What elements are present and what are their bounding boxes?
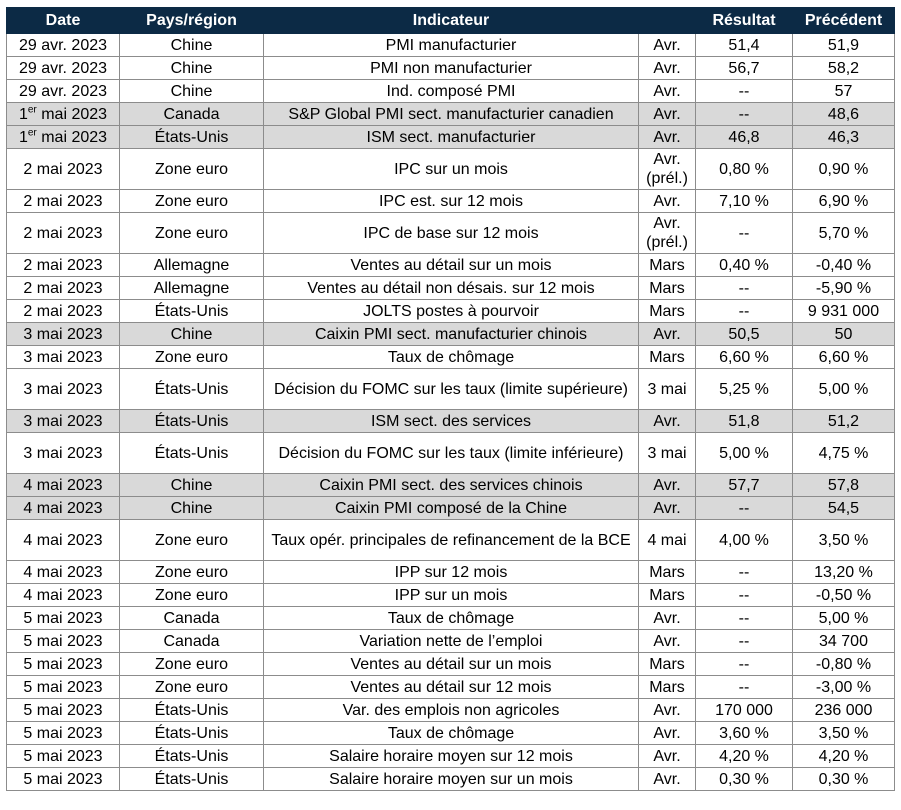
cell-date: 4 mai 2023 xyxy=(7,561,120,584)
cell-period: Avr. xyxy=(639,410,696,433)
cell-result: 51,4 xyxy=(696,34,793,57)
cell-country: Canada xyxy=(120,103,264,126)
table-row xyxy=(7,584,895,607)
cell-indicator: ISM sect. des services xyxy=(264,410,639,433)
cell-period: Avr. xyxy=(639,34,696,57)
cell-period: Mars xyxy=(639,254,696,277)
cell-date: 2 mai 2023 xyxy=(7,277,120,300)
cell-previous: 51,2 xyxy=(793,410,895,433)
cell-indicator: JOLTS postes à pourvoir xyxy=(264,300,639,323)
cell-period: Avr. xyxy=(639,126,696,149)
cell-indicator: PMI non manufacturier xyxy=(264,57,639,80)
cell-result: 6,60 % xyxy=(696,346,793,369)
cell-date: 4 mai 2023 xyxy=(7,584,120,607)
cell-date: 3 mai 2023 xyxy=(7,346,120,369)
table-row xyxy=(7,80,895,103)
table-row xyxy=(7,410,895,433)
cell-result: -- xyxy=(696,653,793,676)
table-row xyxy=(7,34,895,57)
cell-country: Zone euro xyxy=(120,653,264,676)
cell-date: 4 mai 2023 xyxy=(7,474,120,497)
table-row xyxy=(7,433,895,474)
cell-date: 3 mai 2023 xyxy=(7,410,120,433)
cell-country: Chine xyxy=(120,474,264,497)
cell-previous: 57 xyxy=(793,80,895,103)
cell-date: 3 mai 2023 xyxy=(7,323,120,346)
cell-previous: -0,40 % xyxy=(793,254,895,277)
cell-result: -- xyxy=(696,80,793,103)
table-row xyxy=(7,474,895,497)
cell-previous: 54,5 xyxy=(793,497,895,520)
table-row xyxy=(7,323,895,346)
cell-period: Mars xyxy=(639,653,696,676)
cell-date: 29 avr. 2023 xyxy=(7,80,120,103)
cell-country: Chine xyxy=(120,34,264,57)
cell-country: Zone euro xyxy=(120,584,264,607)
table-row xyxy=(7,561,895,584)
cell-previous: 6,60 % xyxy=(793,346,895,369)
cell-indicator: Ventes au détail non désais. sur 12 mois xyxy=(264,277,639,300)
cell-date: 29 avr. 2023 xyxy=(7,34,120,57)
cell-date: 2 mai 2023 xyxy=(7,300,120,323)
cell-previous: 4,20 % xyxy=(793,745,895,768)
table-row xyxy=(7,768,895,791)
cell-country: Chine xyxy=(120,497,264,520)
cell-indicator: Caixin PMI composé de la Chine xyxy=(264,497,639,520)
cell-result: -- xyxy=(696,497,793,520)
table-row xyxy=(7,254,895,277)
table-row xyxy=(7,277,895,300)
cell-indicator: Caixin PMI sect. manufacturier chinois xyxy=(264,323,639,346)
cell-date: 4 mai 2023 xyxy=(7,520,120,561)
cell-country: Zone euro xyxy=(120,561,264,584)
table-row xyxy=(7,57,895,80)
cell-date: 5 mai 2023 xyxy=(7,607,120,630)
cell-indicator: Taux opér. principales de refinancement de la BCE xyxy=(264,520,639,561)
cell-period: Mars xyxy=(639,277,696,300)
cell-date: 4 mai 2023 xyxy=(7,497,120,520)
cell-indicator: Var. des emplois non agricoles xyxy=(264,699,639,722)
cell-previous: 50 xyxy=(793,323,895,346)
economic-calendar-table xyxy=(6,7,895,791)
cell-result: 4,00 % xyxy=(696,520,793,561)
cell-period: Avr. xyxy=(639,474,696,497)
cell-country: Zone euro xyxy=(120,346,264,369)
cell-previous: 51,9 xyxy=(793,34,895,57)
cell-date: 5 mai 2023 xyxy=(7,653,120,676)
cell-date: 3 mai 2023 xyxy=(7,369,120,410)
table-row xyxy=(7,520,895,561)
cell-country: États-Unis xyxy=(120,126,264,149)
cell-period: Avr. xyxy=(639,497,696,520)
cell-previous: 57,8 xyxy=(793,474,895,497)
cell-previous: 3,50 % xyxy=(793,520,895,561)
cell-indicator: S&P Global PMI sect. manufacturier canadien xyxy=(264,103,639,126)
header-result: Résultat xyxy=(696,8,793,34)
cell-country: États-Unis xyxy=(120,699,264,722)
header-country: Pays/région xyxy=(120,8,264,34)
cell-result: 0,30 % xyxy=(696,768,793,791)
cell-indicator: IPP sur 12 mois xyxy=(264,561,639,584)
cell-period: Avr. xyxy=(639,190,696,213)
cell-date: 1er mai 2023 xyxy=(7,103,120,126)
cell-indicator: Taux de chômage xyxy=(264,722,639,745)
cell-country: Zone euro xyxy=(120,676,264,699)
cell-previous: 9 931 000 xyxy=(793,300,895,323)
cell-previous: -3,00 % xyxy=(793,676,895,699)
table-row xyxy=(7,300,895,323)
cell-date: 2 mai 2023 xyxy=(7,213,120,254)
cell-previous: -0,50 % xyxy=(793,584,895,607)
table-row xyxy=(7,630,895,653)
cell-period: 3 mai xyxy=(639,369,696,410)
cell-result: 170 000 xyxy=(696,699,793,722)
cell-indicator: Ventes au détail sur un mois xyxy=(264,653,639,676)
table-row xyxy=(7,497,895,520)
cell-indicator: ISM sect. manufacturier xyxy=(264,126,639,149)
cell-indicator: Taux de chômage xyxy=(264,607,639,630)
cell-result: 7,10 % xyxy=(696,190,793,213)
header-previous: Précédent xyxy=(793,8,895,34)
cell-indicator: IPC sur un mois xyxy=(264,149,639,190)
cell-result: 5,00 % xyxy=(696,433,793,474)
cell-date: 5 mai 2023 xyxy=(7,676,120,699)
cell-indicator: Taux de chômage xyxy=(264,346,639,369)
cell-result: 3,60 % xyxy=(696,722,793,745)
cell-previous: 5,00 % xyxy=(793,607,895,630)
cell-previous: 13,20 % xyxy=(793,561,895,584)
cell-period: 4 mai xyxy=(639,520,696,561)
cell-previous: 5,00 % xyxy=(793,369,895,410)
cell-previous: 4,75 % xyxy=(793,433,895,474)
cell-country: Zone euro xyxy=(120,190,264,213)
table-row xyxy=(7,190,895,213)
cell-period: Mars xyxy=(639,676,696,699)
cell-previous: 48,6 xyxy=(793,103,895,126)
table-row xyxy=(7,699,895,722)
cell-period: Avr. xyxy=(639,103,696,126)
cell-previous: 6,90 % xyxy=(793,190,895,213)
cell-previous: -5,90 % xyxy=(793,277,895,300)
cell-result: 0,80 % xyxy=(696,149,793,190)
cell-date: 1er mai 2023 xyxy=(7,126,120,149)
cell-indicator: IPC est. sur 12 mois xyxy=(264,190,639,213)
cell-result: 4,20 % xyxy=(696,745,793,768)
cell-previous: -0,80 % xyxy=(793,653,895,676)
cell-result: -- xyxy=(696,630,793,653)
cell-date: 5 mai 2023 xyxy=(7,699,120,722)
cell-period: Avr. xyxy=(639,323,696,346)
cell-date: 5 mai 2023 xyxy=(7,745,120,768)
cell-result: -- xyxy=(696,676,793,699)
cell-country: Chine xyxy=(120,57,264,80)
cell-period: Avr. xyxy=(639,699,696,722)
cell-period: Avr. xyxy=(639,607,696,630)
table-row xyxy=(7,149,895,190)
header-row xyxy=(7,8,895,34)
cell-previous: 236 000 xyxy=(793,699,895,722)
cell-period: Mars xyxy=(639,584,696,607)
cell-date: 5 mai 2023 xyxy=(7,630,120,653)
cell-country: Zone euro xyxy=(120,213,264,254)
cell-result: -- xyxy=(696,300,793,323)
cell-indicator: IPC de base sur 12 mois xyxy=(264,213,639,254)
cell-period: Avr. xyxy=(639,57,696,80)
cell-result: 50,5 xyxy=(696,323,793,346)
table-row xyxy=(7,346,895,369)
cell-indicator: Variation nette de l’emploi xyxy=(264,630,639,653)
cell-period: Avr. (prél.) xyxy=(639,149,696,190)
cell-period: Avr. xyxy=(639,722,696,745)
cell-previous: 0,30 % xyxy=(793,768,895,791)
table-row xyxy=(7,369,895,410)
cell-indicator: Décision du FOMC sur les taux (limite inférieure) xyxy=(264,433,639,474)
cell-previous: 0,90 % xyxy=(793,149,895,190)
cell-date: 5 mai 2023 xyxy=(7,722,120,745)
cell-result: -- xyxy=(696,607,793,630)
cell-period: Avr. xyxy=(639,745,696,768)
cell-result: 46,8 xyxy=(696,126,793,149)
cell-country: États-Unis xyxy=(120,722,264,745)
cell-result: 5,25 % xyxy=(696,369,793,410)
cell-indicator: Ventes au détail sur un mois xyxy=(264,254,639,277)
cell-previous: 5,70 % xyxy=(793,213,895,254)
cell-period: Avr. xyxy=(639,80,696,103)
cell-indicator: Caixin PMI sect. des services chinois xyxy=(264,474,639,497)
cell-indicator: Décision du FOMC sur les taux (limite supérieure) xyxy=(264,369,639,410)
cell-period: Mars xyxy=(639,300,696,323)
cell-country: Zone euro xyxy=(120,520,264,561)
cell-previous: 46,3 xyxy=(793,126,895,149)
cell-country: Zone euro xyxy=(120,149,264,190)
cell-indicator: Ind. composé PMI xyxy=(264,80,639,103)
cell-indicator: Ventes au détail sur 12 mois xyxy=(264,676,639,699)
cell-result: 51,8 xyxy=(696,410,793,433)
table-row xyxy=(7,103,895,126)
cell-result: 0,40 % xyxy=(696,254,793,277)
cell-previous: 58,2 xyxy=(793,57,895,80)
cell-period: Avr. xyxy=(639,768,696,791)
cell-country: États-Unis xyxy=(120,768,264,791)
header-period xyxy=(639,8,696,34)
cell-result: -- xyxy=(696,584,793,607)
header-indicator: Indicateur xyxy=(264,8,639,34)
table-row xyxy=(7,745,895,768)
cell-country: États-Unis xyxy=(120,300,264,323)
cell-country: Chine xyxy=(120,323,264,346)
cell-country: États-Unis xyxy=(120,433,264,474)
cell-result: 56,7 xyxy=(696,57,793,80)
cell-country: Allemagne xyxy=(120,254,264,277)
cell-date: 2 mai 2023 xyxy=(7,190,120,213)
cell-period: 3 mai xyxy=(639,433,696,474)
cell-period: Mars xyxy=(639,346,696,369)
cell-period: Avr. xyxy=(639,630,696,653)
table-row xyxy=(7,722,895,745)
cell-result: 57,7 xyxy=(696,474,793,497)
cell-period: Avr. (prél.) xyxy=(639,213,696,254)
cell-previous: 3,50 % xyxy=(793,722,895,745)
cell-country: Canada xyxy=(120,607,264,630)
cell-country: États-Unis xyxy=(120,410,264,433)
table-row xyxy=(7,126,895,149)
cell-result: -- xyxy=(696,561,793,584)
cell-date: 2 mai 2023 xyxy=(7,149,120,190)
table-row xyxy=(7,213,895,254)
cell-result: -- xyxy=(696,277,793,300)
cell-date: 29 avr. 2023 xyxy=(7,57,120,80)
cell-indicator: IPP sur un mois xyxy=(264,584,639,607)
cell-result: -- xyxy=(696,213,793,254)
cell-country: Canada xyxy=(120,630,264,653)
cell-country: Chine xyxy=(120,80,264,103)
table-row xyxy=(7,653,895,676)
cell-indicator: PMI manufacturier xyxy=(264,34,639,57)
cell-result: -- xyxy=(696,103,793,126)
cell-period: Mars xyxy=(639,561,696,584)
table-row xyxy=(7,607,895,630)
table-row xyxy=(7,676,895,699)
cell-date: 5 mai 2023 xyxy=(7,768,120,791)
header-date: Date xyxy=(7,8,120,34)
cell-indicator: Salaire horaire moyen sur un mois xyxy=(264,768,639,791)
cell-previous: 34 700 xyxy=(793,630,895,653)
cell-date: 2 mai 2023 xyxy=(7,254,120,277)
cell-date: 3 mai 2023 xyxy=(7,433,120,474)
cell-indicator: Salaire horaire moyen sur 12 mois xyxy=(264,745,639,768)
cell-country: Allemagne xyxy=(120,277,264,300)
cell-country: États-Unis xyxy=(120,745,264,768)
cell-country: États-Unis xyxy=(120,369,264,410)
